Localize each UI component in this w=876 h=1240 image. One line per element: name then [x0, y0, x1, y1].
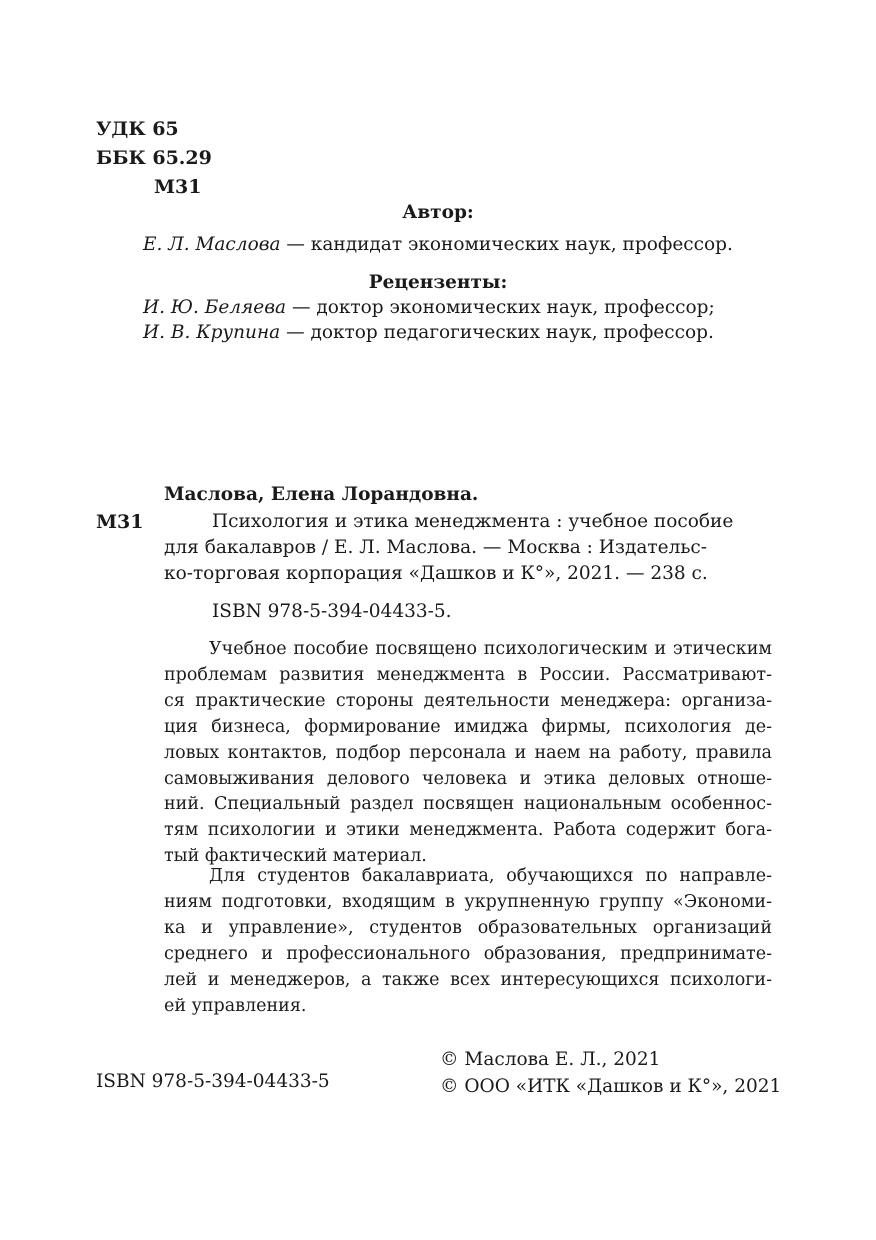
reviewer-line — [143, 297, 715, 318]
record-author-heading: Маслова, Елена Лорандовна. — [164, 484, 479, 505]
annotation-line: Учебное пособие посвящено психологическим и этическим — [209, 639, 772, 659]
copyright-line: © Маслова Е. Л., 2021 — [440, 1049, 661, 1070]
annotation-paragraph — [164, 637, 772, 870]
annotation-line: Для студентов бакалавриата, обучающихся по направле- — [209, 866, 772, 886]
annotation-line: тый фактический материал. — [164, 846, 427, 867]
annotation-line: ся практические стороны деятельности менеджера: организа- — [164, 690, 772, 711]
reviewer-name: И. В. Крупина — [143, 322, 281, 343]
reviewer-name: И. Ю. Беляева — [143, 297, 287, 318]
annotation-line: ка и управление», студентов образовательных организаций — [164, 917, 772, 938]
reviewers-heading: Рецензенты: — [368, 272, 508, 293]
reviewer-desc: — доктор экономических наук, профессор; — [286, 297, 715, 318]
author-mark: М31 — [154, 176, 202, 198]
annotation-line: тям психологии и этики менеджмента. Работа содержит бога- — [164, 820, 772, 841]
annotation-line: среднего и профессионального образования, предпринимате- — [164, 943, 772, 964]
udk-code: УДК 65 — [96, 118, 179, 140]
annotation-line: проблемам развития менеджмента в России. Рассматривают- — [164, 664, 772, 685]
annotation-line: ний. Специальный раздел посвящен национальным особеннос- — [164, 794, 772, 815]
record-isbn: ISBN 978-5-394-04433-5. — [212, 601, 452, 622]
annotation-line: ей управления. — [164, 995, 307, 1016]
record-title-line: для бакалавров / Е. Л. Маслова. — Москва : Издательс- — [164, 537, 708, 558]
author-heading: Автор: — [402, 202, 474, 223]
author-line — [143, 234, 733, 255]
copyright-line: © ООО «ИТК «Дашков и К°», 2021 — [440, 1076, 782, 1097]
reviewer-line — [143, 322, 714, 343]
annotation-line: ниям подготовки, входящим в укрупненную группу «Экономи- — [164, 891, 772, 912]
record-mark: М31 — [96, 511, 144, 533]
annotation-line: ловых контактов, подбор персонала и наем на работу, правила — [164, 742, 772, 763]
author-name: Е. Л. Маслова — [143, 234, 281, 255]
bbk-code: ББК 65.29 — [96, 147, 212, 169]
annotation-line: самовыживания делового человека и этика деловых отноше- — [164, 768, 772, 789]
record-title-line: ко-торговая корпорация «Дашков и К°», 2021. — 238 с. — [164, 563, 708, 584]
annotation-line: лей и менеджеров, а также всех интересующихся психологи- — [164, 969, 772, 990]
reviewer-desc: — доктор педагогических наук, профессор. — [280, 322, 714, 343]
record-title-line: Психология и этика менеджмента : учебное пособие — [212, 511, 734, 532]
author-desc: — кандидат экономических наук, профессор. — [280, 234, 733, 255]
footer-isbn: ISBN 978-5-394-04433-5 — [96, 1071, 330, 1092]
annotation-line: ция бизнеса, формирование имиджа фирмы, психология де- — [164, 716, 772, 737]
annotation-paragraph — [164, 864, 772, 1019]
